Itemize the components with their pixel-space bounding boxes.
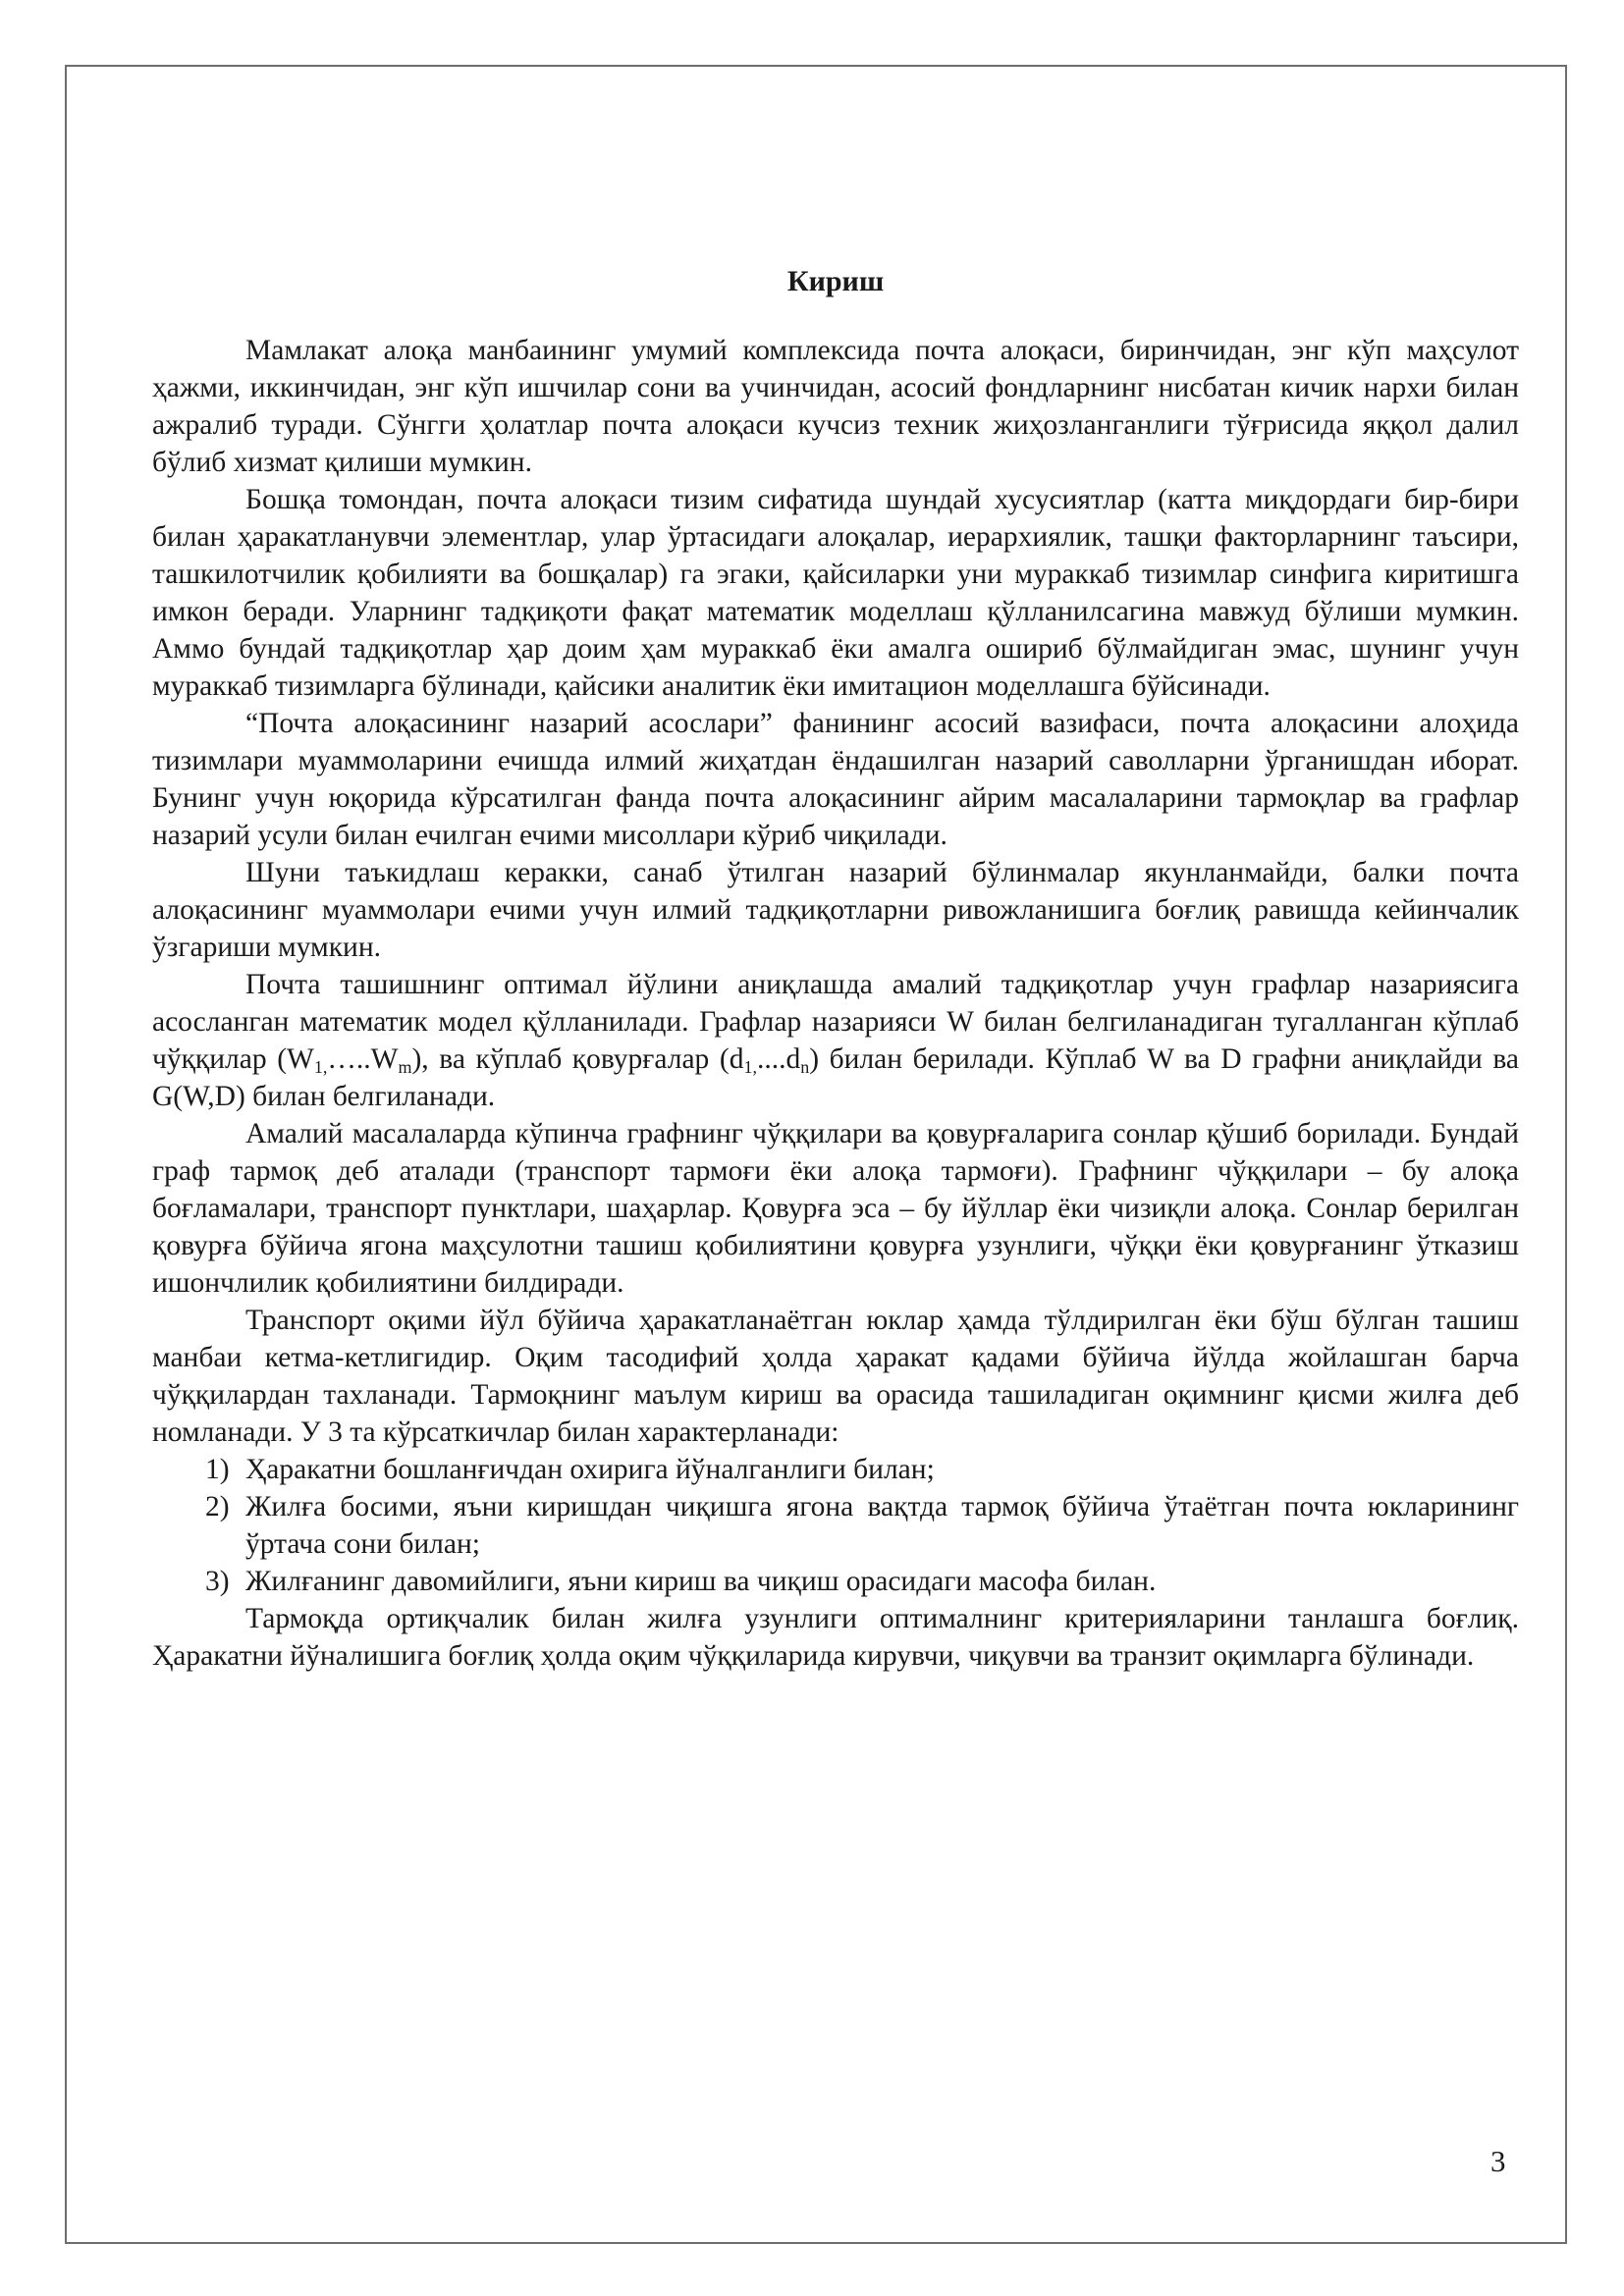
- paragraph-5-text-b: …..W: [327, 1043, 399, 1075]
- list-item-text: Жилға босими, яъни киришдан чиқишга ягона вақтда тармоқ бўйича ўтаётган почта юкларининг ўртача сони билан;: [245, 1491, 1519, 1560]
- list-item: [152, 1451, 1519, 1488]
- list-item-number: 2): [205, 1491, 230, 1522]
- subscript-w-last: m: [398, 1057, 412, 1077]
- numbered-list: [152, 1451, 1519, 1600]
- paragraph-1: Мамлакат алоқа манбаининг умумий комплексида почта алоқаси, биринчидан, энг кўп маҳсулот ҳажми, иккинчидан, энг кўп ишчилар сони ва учинчидан, асосий фондларнинг нисбатан кичик нархи билан ажралиб туради. Сўнгги ҳолатлар почта алоқаси кучсиз техник жиҳозланганлиги тўғрисида яққол далил бўлиб хизмат қилиши мумкин.: [152, 335, 1519, 478]
- subscript-d-last: n: [800, 1057, 810, 1077]
- paragraph-7: Транспорт оқими йўл бўйича ҳаракатланаётган юклар ҳамда тўлдирилган ёки бўш бўлган ташиш манбаи кетма-кетлигидир. Оқим тасодифий ҳолда ҳаракат қадами бўйича йўлда жойлашган барча чўққилардан тахланади. Тармоқнинг маълум кириш ва орасида ташиладиган оқимнинг қисми жилға деб номланади. У 3 та кўрсаткичлар билан характерланади:: [152, 1305, 1519, 1448]
- list-item-text: Ҳаракатни бошланғичдан охирига йўналганлиги билан;: [245, 1454, 935, 1485]
- paragraph-5-text-c: ), ва кўплаб қовурғалар (d: [411, 1043, 744, 1075]
- list-item: [152, 1563, 1519, 1600]
- paragraph-2: Бошқа томондан, почта алоқаси тизим сифатида шундай хусусиятлар (катта миқдордаги бир-бири билан ҳаракатланувчи элементлар, улар ўртасидаги алоқалар, иерархиялик, ташқи факторларнинг таъсири, ташкилотчилик қобилияти ва бошқалар) га эгаки, қайсиларки уни мураккаб тизимлар синфига киритишга имкон беради. Уларнинг тадқиқоти фақат математик моделлаш қўлланилсагина мавжуд бўлиши мумкин. Аммо бундай тадқиқотлар ҳар доим ҳам мураккаб ёки амалга ошириб бўлмайдиган эмас, шунинг учун мураккаб тизимларга бўлинади, қайсики аналитик ёки имитацион моделлашга бўйсинади.: [152, 484, 1519, 702]
- paragraph-5-text-d: ....d: [756, 1043, 801, 1075]
- paragraph-6: Амалий масалаларда кўпинча графнинг чўққилари ва қовурғаларига сонлар қўшиб борилади. Бундай граф тармоқ деб аталади (транспорт тармоғи ёки алоқа тармоғи). Графнинг чўққилари – бу алоқа боғламалари, транспорт пунктлари, шаҳарлар. Қовурға эса – бу йўллар ёки чизиқли алоқа. Сонлар берилган қовурға бўйича ягона маҳсулотни ташиш қобилиятини қовурға узунлиги, чўққи ёки қовурғанинг ўтказиш ишончлилик қобилиятини билдиради.: [152, 1118, 1519, 1299]
- paragraph-5-text-e: ) билан берилади. Кўплаб W ва D графни аниқлайди ва G(W,D) билан белгиланади.: [152, 1043, 1519, 1112]
- document-body: [152, 263, 1519, 1675]
- paragraph-3: “Почта алоқасининг назарий асослари” фанининг асосий вазифаси, почта алоқасини алоҳида тизимлари муаммоларини ечишда илмий жиҳатдан ёндашилган назарий саволларни ўрганишдан иборат. Бунинг учун юқорида кўрсатилган фанда почта алоқасининг айрим масалаларини тармоқлар ва графлар назарий усули билан ечилган ечими мисоллари кўриб чиқилади.: [152, 708, 1519, 851]
- subscript-w-first: 1,: [313, 1057, 328, 1077]
- paragraph-8: Тармоқда ортиқчалик билан жилға узунлиги оптималнинг критерияларини танлашга боғлиқ. Ҳаракатни йўналишига боғлиқ ҳолда оқим чўққиларида кирувчи, чиқувчи ва транзит оқимларга бўлинади.: [152, 1603, 1519, 1672]
- page-number: 3: [1490, 2144, 1506, 2178]
- subscript-d-first: 1,: [743, 1057, 757, 1077]
- paragraph-4: Шуни таъкидлаш керакки, санаб ўтилган назарий бўлинмалар якунланмайди, балки почта алоқасининг муаммолари ечими учун илмий тадқиқотларни ривожланишига боғлиқ равишда кейинчалик ўзгариши мумкин.: [152, 857, 1519, 963]
- paragraph-5-text-a: Почта ташишнинг оптимал йўлини аниқлашда амалий тадқиқотлар учун графлар назариясига асосланган математик модел қўлланилади. Графлар назарияси W билан белгиланадиган тугалланган кўплаб чўққилар (W: [152, 969, 1519, 1075]
- section-heading: Кириш: [786, 265, 885, 297]
- list-item-text: Жилғанинг давомийлиги, яъни кириш ва чиқиш орасидаги масофа билан.: [245, 1566, 1157, 1597]
- list-item-number: 1): [205, 1454, 230, 1485]
- paragraph-5: [152, 966, 1519, 1115]
- list-item: [152, 1488, 1519, 1563]
- list-item-number: 3): [205, 1566, 230, 1597]
